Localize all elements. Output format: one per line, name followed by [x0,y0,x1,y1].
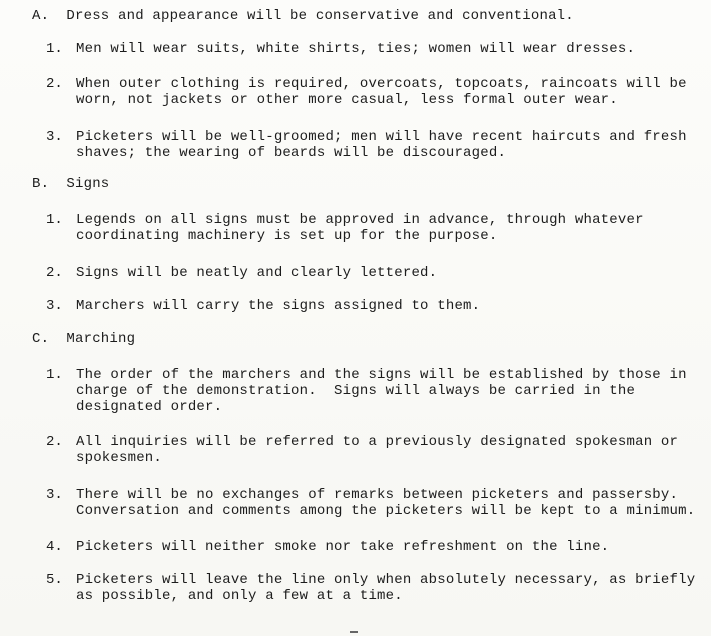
item-number: 2. [46,76,63,92]
item-text: All inquiries will be referred to a previously designated spokesman or spokesmen. [76,434,679,466]
item-text: Men will wear suits, white shirts, ties; women will wear dresses. [76,41,636,57]
item-text: Picketers will neither smoke nor take refreshment on the line. [76,539,610,555]
item-number: 1. [46,41,63,57]
item-number: 4. [46,539,63,555]
item-number: 2. [46,434,63,450]
section-c-heading: C. Marching [32,331,136,347]
section-a-heading: A. Dress and appearance will be conservative and conventional. [32,8,574,24]
item-number: 2. [46,265,63,281]
item-text: Marchers will carry the signs assigned to them. [76,298,481,314]
item-text: When outer clothing is required, overcoats, topcoats, raincoats will be worn, not jackets or other more casual, less formal outer wear. [76,76,687,108]
item-text: Legends on all signs must be approved in advance, through whatever coordinating machinery is set up for the purpose. [76,212,644,244]
item-text: The order of the marchers and the signs will be established by those in charge of the demonstration. Signs will always be carried in the designated order. [76,367,687,415]
scan-mark [350,631,358,633]
item-number: 3. [46,487,63,503]
item-number: 5. [46,572,63,588]
item-text: Picketers will be well-groomed; men will have recent haircuts and fresh shaves; the wearing of beards will be discouraged. [76,129,687,161]
item-number: 3. [46,129,63,145]
item-text: Picketers will leave the line only when absolutely necessary, as briefly as possible, and only a few at a time. [76,572,696,604]
item-number: 3. [46,298,63,314]
item-number: 1. [46,212,63,228]
item-text: There will be no exchanges of remarks between picketers and passersby. Conversation and comments among the picketers will be kept to a minimum. [76,487,696,519]
item-text: Signs will be neatly and clearly lettered. [76,265,438,281]
section-b-heading: B. Signs [32,176,110,192]
item-number: 1. [46,367,63,383]
